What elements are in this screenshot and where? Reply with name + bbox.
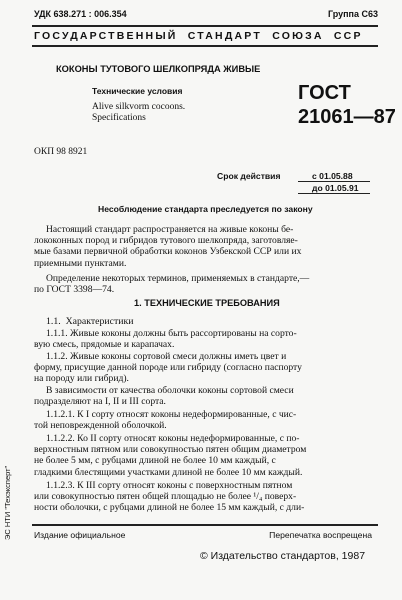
validity-label: Срок действия (217, 171, 281, 181)
text-line: лококонных пород и гибридов тутового шелкопряда, заготовляе- (34, 235, 298, 247)
paragraph-1-1-2 (34, 351, 374, 385)
english-title-line2: Specifications (92, 113, 146, 123)
paragraph-1-1-2-1 (34, 409, 374, 431)
paragraph-quality (34, 385, 374, 407)
subsection-heading: 1.1. Характеристики (46, 316, 134, 327)
okp-code: ОКП 98 8921 (34, 147, 88, 157)
text-line: гладкими блестящими участками длиной не более 10 мм каждый. (34, 466, 303, 478)
paragraph-1-1-2-2 (34, 433, 374, 478)
law-notice: Несоблюдение стандарта преследуется по закону (98, 204, 313, 214)
text-line: мые базами первичной обработки коконов Узбекской ССР или их (34, 246, 302, 258)
gost-label: ГОСТ (298, 82, 351, 104)
text-line: 1.1.2.1. К I сорту относят коконы недеформированные, с чис- (46, 409, 297, 420)
text-line: той неповрежденной оболочкой. (34, 420, 167, 432)
text-line: 1.1.2. Живые коконы сортовой смеси должны иметь цвет и (46, 351, 287, 362)
validity-rule-2 (298, 193, 370, 194)
text-line: 1.1.2.3. К III сорту относят коконы с поверхностным пятном (46, 480, 293, 491)
text-line: В зависимости от качества оболочки коконы сортовой смеси (46, 385, 294, 396)
official-edition: Издание официальное (34, 530, 126, 540)
reprint-notice: Перепечатка воспрещена (269, 530, 372, 540)
text-line: верхностным пятном или совокупностью пятен общим диаметром (34, 444, 307, 456)
side-stamp: ЭС НТИ "Техэксперт" (3, 465, 12, 540)
gost-number: 21061—87 (298, 106, 396, 128)
text-line: 1.1.2.2. Ко II сорту относят коконы недеформированные, с по- (46, 433, 300, 444)
intro-paragraph (34, 224, 374, 269)
text-line: на породу или гибрид). (34, 373, 129, 385)
text-line: ности оболочки, с рубцами длиной не более 15 мм каждый, с дли- (34, 502, 305, 514)
text-line: 1.1.1. Живые коконы должны быть рассортированы на сорто- (46, 328, 297, 339)
footer-rule (32, 524, 378, 526)
paragraph-1-1-1 (34, 328, 374, 350)
document-title: КОКОНЫ ТУТОВОГО ШЕЛКОПРЯДА ЖИВЫЕ (56, 64, 261, 74)
text-line: или совокупностью пятен общей площадью не более ¹/₄ поверх- (34, 491, 297, 503)
paragraph-1-1-2-3 (34, 480, 374, 514)
text-line: подразделяют на I, II и III сорта. (34, 396, 166, 408)
header-rule-bottom (32, 45, 378, 47)
text-line: не более 5 мм, с рубцами длиной не более 10 мм каждый, с (34, 455, 276, 467)
standard-banner: ГОСУДАРСТВЕННЫЙ СТАНДАРТ СОЮЗА ССР (34, 30, 363, 42)
terms-paragraph (34, 273, 374, 295)
text-line: приемными пунктами. (34, 257, 127, 269)
udk-code: УДК 638.271 : 006.354 (34, 9, 127, 19)
group-code: Группа С63 (327, 9, 378, 19)
english-title-line1: Alive silkvorm cocoons. (92, 102, 186, 112)
validity-rule-1 (298, 181, 370, 182)
text-line: Определение некоторых терминов, применяемых в стандарте,— (46, 273, 310, 284)
header-rule-top (32, 25, 378, 27)
document-subtitle: Технические условия (92, 86, 183, 96)
text-line: вую смесь, прядомые и карапачах. (34, 339, 175, 351)
text-line: Настоящий стандарт распространяется на живые коконы бе- (46, 224, 294, 235)
section-heading: 1. ТЕХНИЧЕСКИЕ ТРЕБОВАНИЯ (134, 298, 280, 308)
copyright: © Издательство стандартов, 1987 (200, 550, 366, 562)
validity-to: до 01.05.91 (312, 183, 359, 193)
validity-from: с 01.05.88 (312, 171, 353, 181)
text-line: форму, присущие данной породе или гибриду (согласно паспорту (34, 362, 302, 374)
text-line: по ГОСТ 3398—74. (34, 284, 115, 296)
